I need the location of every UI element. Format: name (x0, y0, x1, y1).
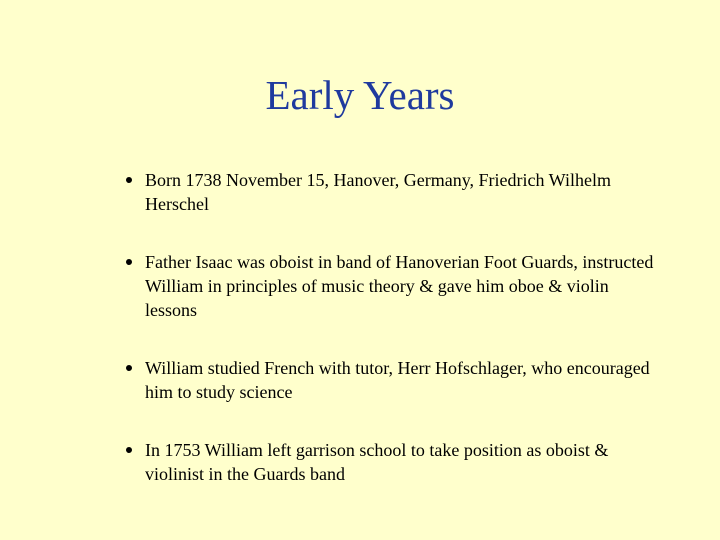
bullet-dot-icon (126, 177, 132, 183)
bullet-dot-icon (126, 365, 132, 371)
bullet-dot-icon (126, 447, 132, 453)
bullet-item (120, 438, 660, 486)
bullet-text: Father Isaac was oboist in band of Hanoverian Foot Guards, instructed William in principles of music theory & gave him oboe & violin lessons (145, 252, 654, 320)
bullet-item (120, 168, 660, 216)
bullet-list (120, 168, 660, 486)
bullet-item (120, 356, 660, 404)
bullet-dot-icon (126, 259, 132, 265)
bullet-text: Born 1738 November 15, Hanover, Germany, Friedrich Wilhelm Herschel (145, 170, 611, 214)
bullet-text: William studied French with tutor, Herr Hofschlager, who encouraged him to study science (145, 358, 650, 402)
bullet-item (120, 250, 660, 322)
bullet-text: In 1753 William left garrison school to take position as oboist & violinist in the Guards band (145, 440, 609, 484)
slide-title: Early Years (265, 72, 455, 118)
